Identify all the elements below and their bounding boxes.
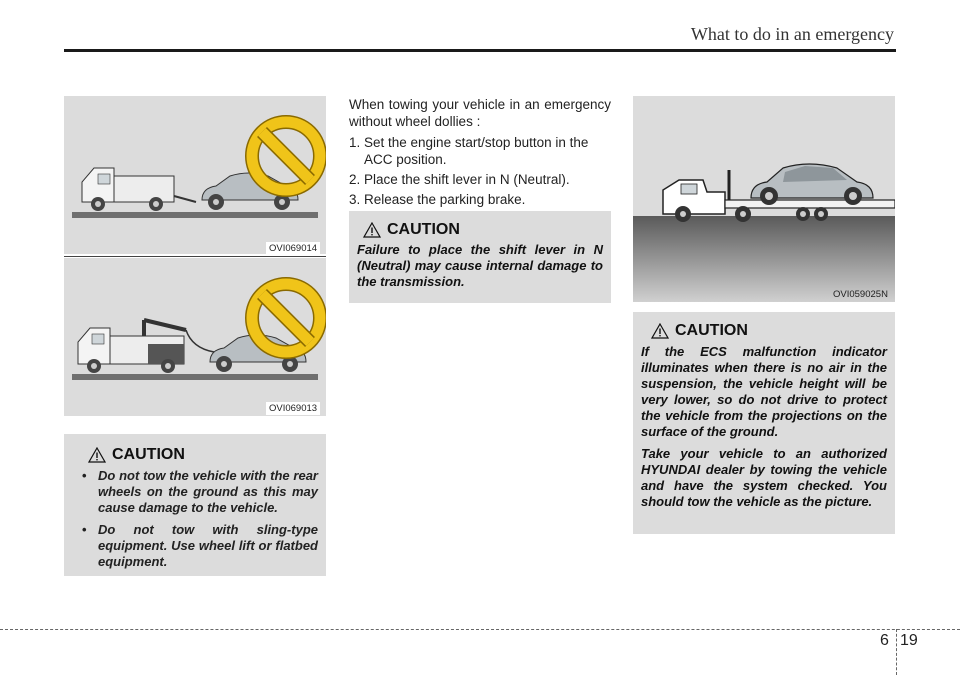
caution-header: [651, 322, 887, 340]
caution-header: [363, 221, 603, 239]
step-item: 1. Set the engine start/stop button in the ACC position.: [349, 135, 589, 167]
step-item: 2. Place the shift lever in N (Neutral).: [349, 172, 570, 187]
caution-header: [88, 446, 318, 464]
header-rule: [64, 49, 896, 52]
footer-rule: [0, 629, 960, 630]
tow-illustration-1: [64, 96, 326, 254]
tow-illustration-2: [64, 258, 326, 416]
caution-list: [76, 468, 318, 570]
caution-item: • Do not tow the vehicle with the rear wheels on the ground as this may cause damage to the vehicle.: [76, 468, 318, 516]
section-title: What to do in an emergency: [690, 24, 894, 44]
caution-text: Failure to place the shift lever in N (Neutral) may cause internal damage to the transmission.: [357, 242, 603, 289]
caution-title: CAUTION: [387, 221, 460, 238]
instructions-intro: When towing your vehicle in an emergency without wheel dollies :: [349, 97, 611, 129]
figure-code: OVI069014: [266, 242, 320, 255]
warning-triangle-icon: [363, 222, 381, 238]
tow-illustration-3: [633, 96, 895, 302]
prohibited-icon: [252, 284, 320, 352]
warning-triangle-icon: [651, 323, 669, 339]
figure-divider: [64, 256, 326, 257]
step-item: 3. Release the parking brake.: [349, 192, 526, 207]
steps-list: [349, 134, 611, 208]
figure-tow-rear-down: [64, 96, 326, 254]
caution-box-middle: [349, 211, 611, 303]
figure-flatbed-tow: [633, 96, 895, 302]
figure-code: OVI059025N: [833, 289, 888, 300]
figure-tow-sling: [64, 258, 326, 416]
caution-box-right: [633, 312, 895, 534]
caution-paragraph: If the ECS malfunction indicator illuminates when there is no air in the suspension, the vehicle height will be very lower, so do not drive to protect the vehicle from the projections on the surface of the ground.: [641, 344, 887, 439]
footer-separator: [896, 629, 897, 675]
caution-title: CAUTION: [112, 446, 185, 463]
caution-box-left: [64, 434, 326, 576]
caution-paragraph: Take your vehicle to an authorized HYUNDAI dealer by towing the vehicle and have the system checked. You should tow the vehicle as the picture.: [641, 446, 887, 509]
caution-text: [641, 344, 887, 510]
caution-item: • Do not tow with sling-type equipment. Use wheel lift or flatbed equipment.: [76, 522, 318, 570]
figure-code: OVI069013: [266, 402, 320, 415]
chapter-number: 6: [880, 632, 889, 649]
page-number: 19: [900, 632, 918, 649]
towing-instructions: [349, 96, 611, 211]
caution-title: CAUTION: [675, 322, 748, 339]
prohibited-icon: [252, 122, 320, 190]
warning-triangle-icon: [88, 447, 106, 463]
